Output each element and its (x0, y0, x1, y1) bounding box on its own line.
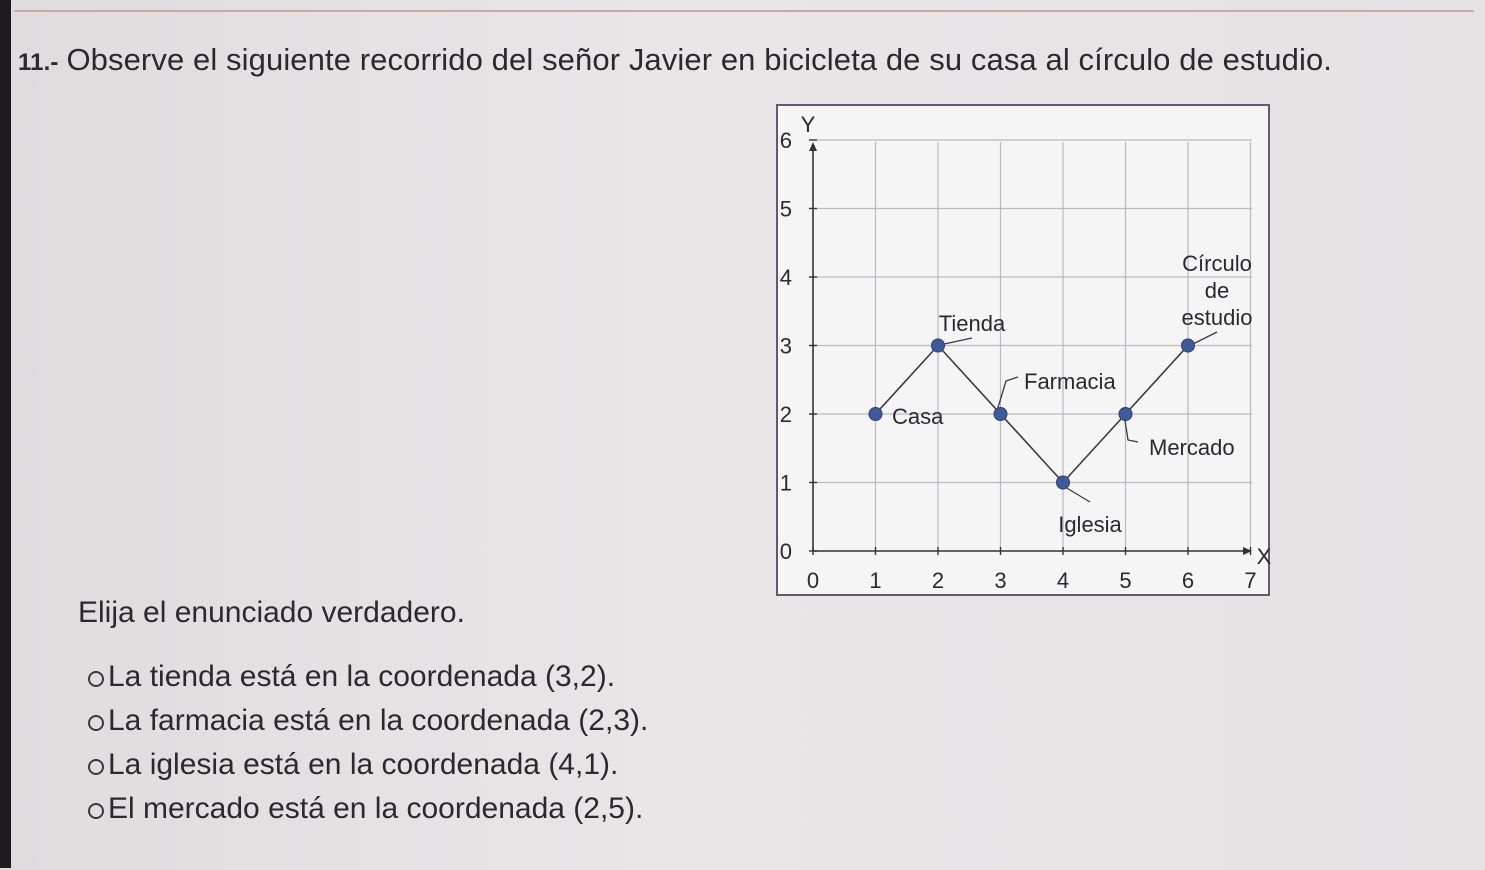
x-tick-label: 2 (931, 568, 945, 593)
y-tick-label: 4 (779, 265, 792, 290)
option-c-label: La iglesia está en la coordenada (4,1). (108, 748, 619, 781)
option-a[interactable] (88, 655, 648, 699)
x-tick-label: 6 (1181, 568, 1195, 593)
option-a-label: La tienda está en la coordenada (3,2). (108, 660, 616, 693)
option-d-label: El mercado está en la coordenada (2,5). (108, 792, 644, 825)
y-tick-label: 0 (779, 539, 792, 564)
x-tick-label: 7 (1244, 568, 1257, 593)
tienda-point (932, 339, 945, 352)
x-tick-label: 1 (869, 568, 882, 593)
radio-button[interactable] (88, 671, 104, 687)
iglesia-label: Iglesia (1058, 512, 1122, 537)
question-text: Observe el siguiente recorrido del señor Javier en bicicleta de su casa al círculo de estudio. (66, 42, 1333, 77)
x-tick-label: 5 (1119, 568, 1132, 593)
option-b-label: La farmacia está en la coordenada (2,3). (108, 704, 649, 737)
y-tick-label: 6 (779, 128, 792, 153)
answer-options (88, 655, 648, 831)
instruction-text: Elija el enunciado verdadero. (78, 596, 465, 629)
y-tick-label: 1 (779, 470, 792, 496)
radio-button[interactable] (88, 803, 104, 819)
y-tick-label: 2 (779, 402, 792, 427)
x-axis-label: X (1256, 544, 1272, 569)
radio-button[interactable] (88, 715, 104, 731)
option-c[interactable] (88, 743, 648, 787)
x-tick-label: 0 (806, 568, 820, 593)
question-number: 11.- (18, 49, 59, 76)
farmacia-point (994, 408, 1007, 421)
y-tick-label: 3 (779, 333, 792, 359)
y-tick-label: 5 (779, 196, 792, 222)
option-b[interactable] (88, 699, 648, 743)
circulo-label: Círculo de estudio (1181, 251, 1253, 330)
circulo-point (1182, 339, 1195, 352)
option-d[interactable] (88, 787, 648, 831)
farmacia-label: Farmacia (1024, 369, 1116, 394)
casa-point (869, 408, 882, 421)
coordinate-graph (776, 104, 1270, 596)
y-axis-arrow (809, 142, 817, 151)
x-tick-label: 4 (1056, 568, 1070, 593)
tienda-label: Tienda (938, 311, 1006, 336)
y-axis-label: Y (800, 112, 816, 137)
mercado-label: Mercado (1149, 435, 1235, 460)
radio-button[interactable] (88, 759, 104, 775)
casa-label: Casa (892, 404, 944, 429)
iglesia-point (1057, 476, 1070, 489)
mercado-point (1119, 408, 1132, 421)
x-tick-label: 3 (994, 568, 1007, 593)
